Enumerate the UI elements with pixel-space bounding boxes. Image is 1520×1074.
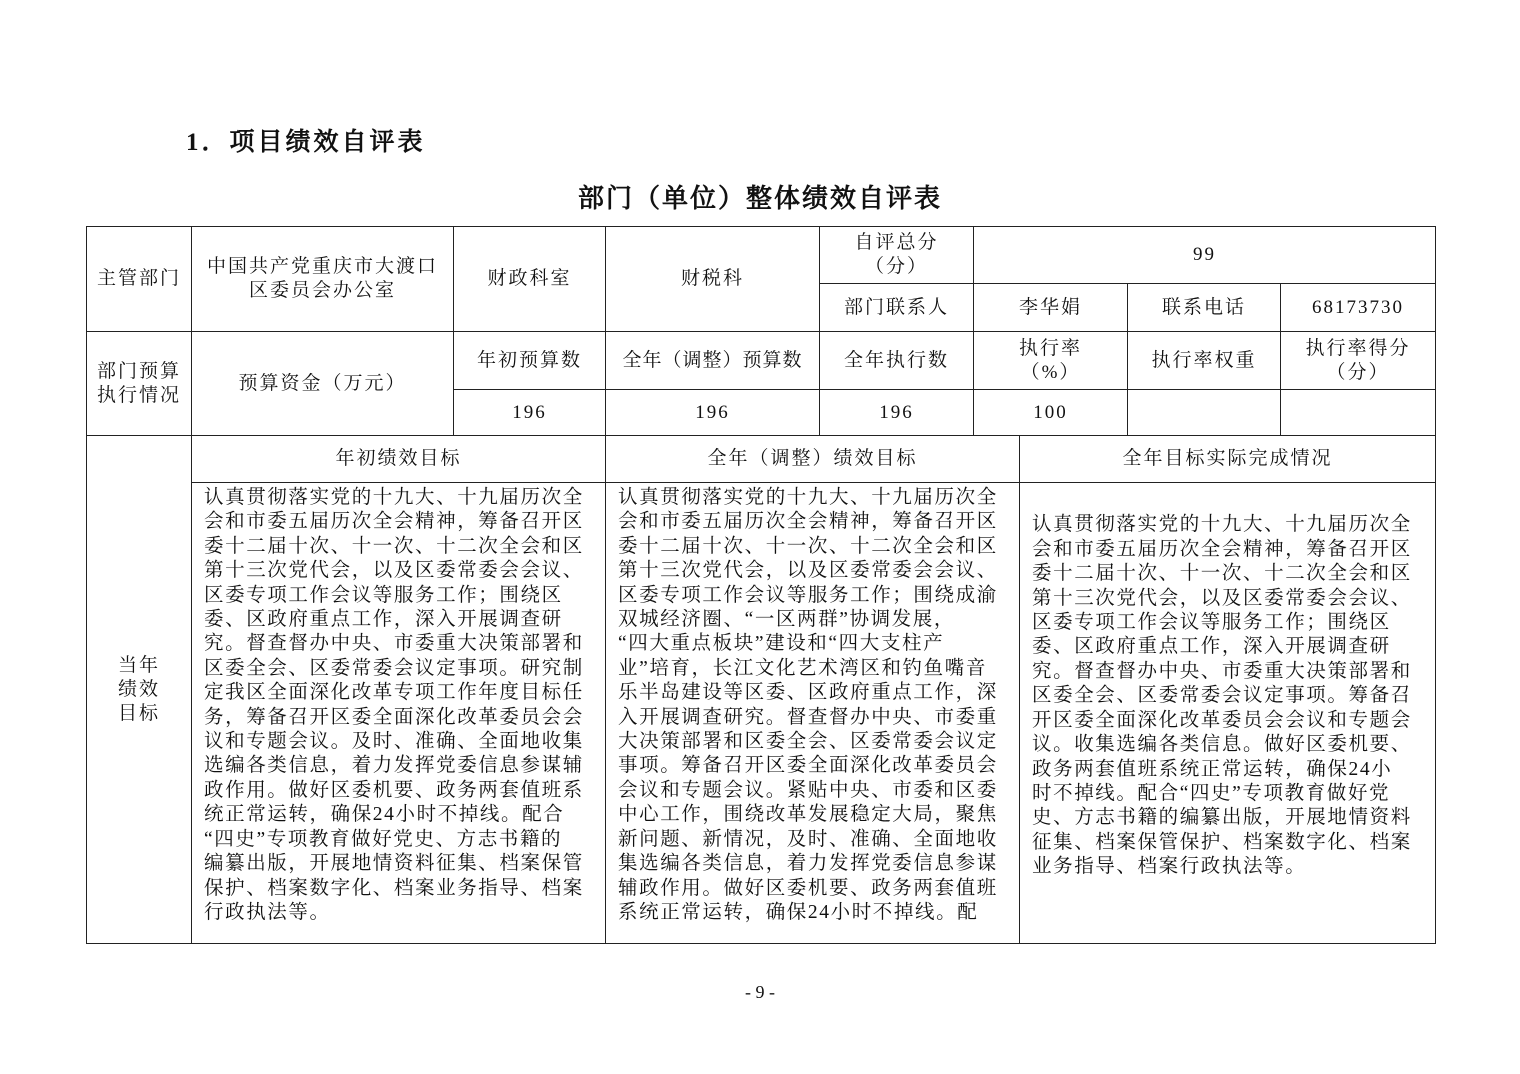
dept-name: 中国共产党重庆市大渡口区委员会办公室: [192, 227, 454, 332]
rate-value: 100: [974, 390, 1128, 436]
table-title: 部门（单位）整体绩效自评表: [577, 184, 942, 213]
executed-value: 196: [820, 390, 974, 436]
actual-completion-text: [1020, 483, 1436, 944]
text-line: 区委全会、区委常委会议定事项。筹备召: [1032, 685, 1412, 707]
text-line: 开区委全面深化改革委员会会议和专题会: [1032, 709, 1412, 731]
col-initial-goals: 年初绩效目标: [192, 436, 606, 483]
text-line: 会和市委五届历次全会精神，筹备召开区: [204, 511, 584, 533]
text-line: 政作用。做好区委机要、政务两套值班系: [204, 779, 584, 801]
text-line: 中心工作，围绕改革发展稳定大局，聚焦: [618, 804, 998, 826]
text-line: 新问题、新情况，及时、准确、全面地收: [618, 828, 998, 850]
text-line: 会议和专题会议。紧贴中央、市委和区委: [618, 779, 998, 801]
text-line: 辅政作用。做好区委机要、政务两套值班: [618, 877, 998, 899]
text-line: 委、区政府重点工作，深入开展调查研: [204, 609, 563, 631]
text-line: 业”培育，长江文化艺术湾区和钓鱼嘴音: [618, 657, 987, 679]
text-line: 编纂出版，开展地情资料征集、档案保管: [204, 853, 584, 875]
text-line: 究。督查督办中央、市委重大决策部署和: [204, 633, 584, 655]
text-line: 事项。筹备召开区委全面深化改革委员会: [618, 755, 998, 777]
text-line: 委、区政府重点工作，深入开展调查研: [1032, 636, 1391, 658]
budget-row-label: 部门预算执行情况: [87, 332, 192, 436]
text-line: 行政执法等。: [204, 901, 331, 923]
contact-label: 部门联系人: [820, 284, 974, 332]
col-actual-completion: 全年目标实际完成情况: [1020, 436, 1436, 483]
text-line: 委十二届十次、十一次、十二次全会和区: [204, 535, 584, 557]
text-line: 选编各类信息，着力发挥党委信息参谋辅: [204, 755, 584, 777]
text-line: 集选编各类信息，着力发挥党委信息参谋: [618, 853, 998, 875]
text-line: 委十二届十次、十一次、十二次全会和区: [618, 535, 998, 557]
office-name: 财税科: [606, 227, 820, 332]
adjusted-goals-text: [606, 483, 1020, 944]
performance-table: [86, 226, 1436, 944]
text-line: 入开展调查研究。督查督办中央、市委重: [618, 706, 998, 728]
text-line: 史、方志书籍的编纂出版，开展地情资料: [1032, 807, 1412, 829]
text-line: 务，筹备召开区委全面深化改革委员会会: [204, 706, 584, 728]
text-line: 保护、档案数字化、档案业务指导、档案: [204, 877, 584, 899]
text-line: 会和市委五届历次全会精神，筹备召开区: [1032, 538, 1412, 560]
text-line: 时不掉线。配合“四史”专项教育做好党: [1032, 782, 1391, 804]
text-line: 认真贯彻落实党的十九大、十九届历次全: [204, 487, 584, 508]
page-number: - 9 -: [745, 982, 775, 1002]
col-initial-budget: 年初预算数: [454, 332, 606, 390]
dept-label: 主管部门: [87, 227, 192, 332]
contact-name: 李华娟: [974, 284, 1128, 332]
text-line: 区委专项工作会议等服务工作；围绕区: [204, 584, 563, 606]
text-line: “四大重点板块”建设和“四大支柱产: [618, 633, 945, 655]
text-line: 系统正常运转，确保24小时不掉线。配: [618, 901, 979, 923]
weight-value: [1128, 390, 1281, 436]
col-rate-score: 执行率得分（分）: [1281, 332, 1436, 390]
text-line: 第十三次党代会，以及区委常委会会议、: [204, 560, 584, 582]
rate-score-value: [1281, 390, 1436, 436]
text-line: 究。督查督办中央、市委重大决策部署和: [1032, 660, 1412, 682]
col-weight: 执行率权重: [1128, 332, 1281, 390]
text-line: 定我区全面深化改革专项工作年度目标任: [204, 682, 584, 704]
initial-budget-value: 196: [454, 390, 606, 436]
col-rate: 执行率（%）: [974, 332, 1128, 390]
goals-row-label: 当年绩效目标: [87, 436, 192, 944]
text-line: 议和专题会议。及时、准确、全面地收集: [204, 731, 584, 753]
text-line: 第十三次党代会，以及区委常委会会议、: [1032, 587, 1412, 609]
text-line: 区委专项工作会议等服务工作；围绕区: [1032, 612, 1391, 634]
adjusted-budget-value: 196: [606, 390, 820, 436]
text-line: 双城经济圈、“一区两群”协调发展，: [618, 609, 956, 631]
funds-label: 预算资金（万元）: [192, 332, 454, 436]
text-line: 认真贯彻落实党的十九大、十九届历次全: [618, 487, 998, 508]
text-line: 区委专项工作会议等服务工作；围绕成渝: [618, 584, 998, 606]
score-value: 99: [974, 227, 1436, 284]
text-line: 统正常运转，确保24小时不掉线。配合: [204, 804, 565, 826]
text-line: 委十二届十次、十一次、十二次全会和区: [1032, 563, 1412, 585]
office-label: 财政科室: [454, 227, 606, 332]
text-line: 业务指导、档案行政执法等。: [1032, 856, 1307, 878]
text-line: 大决策部署和区委全会、区委常委会议定: [618, 731, 998, 753]
score-label: 自评总分（分）: [820, 227, 974, 284]
phone-label: 联系电话: [1128, 284, 1281, 332]
text-line: 区委全会、区委常委会议定事项。研究制: [204, 657, 584, 679]
col-executed: 全年执行数: [820, 332, 974, 390]
text-line: 认真贯彻落实党的十九大、十九届历次全: [1032, 514, 1412, 536]
text-line: 政务两套值班系统正常运转，确保24小: [1032, 758, 1393, 780]
col-adjusted-budget: 全年（调整）预算数: [606, 332, 820, 390]
text-line: 乐半岛建设等区委、区政府重点工作，深: [618, 682, 998, 704]
initial-goals-text: [192, 483, 606, 944]
section-title: 1．项目绩效自评表: [186, 129, 426, 156]
text-line: “四史”专项教育做好党史、方志书籍的: [204, 828, 563, 850]
text-line: 征集、档案保管保护、档案数字化、档案: [1032, 831, 1412, 853]
text-line: 第十三次党代会，以及区委常委会会议、: [618, 560, 998, 582]
phone-value: 68173730: [1281, 284, 1436, 332]
text-line: 议。收集选编各类信息。做好区委机要、: [1032, 734, 1412, 756]
text-line: 会和市委五届历次全会精神，筹备召开区: [618, 511, 998, 533]
col-adjusted-goals: 全年（调整）绩效目标: [606, 436, 1020, 483]
